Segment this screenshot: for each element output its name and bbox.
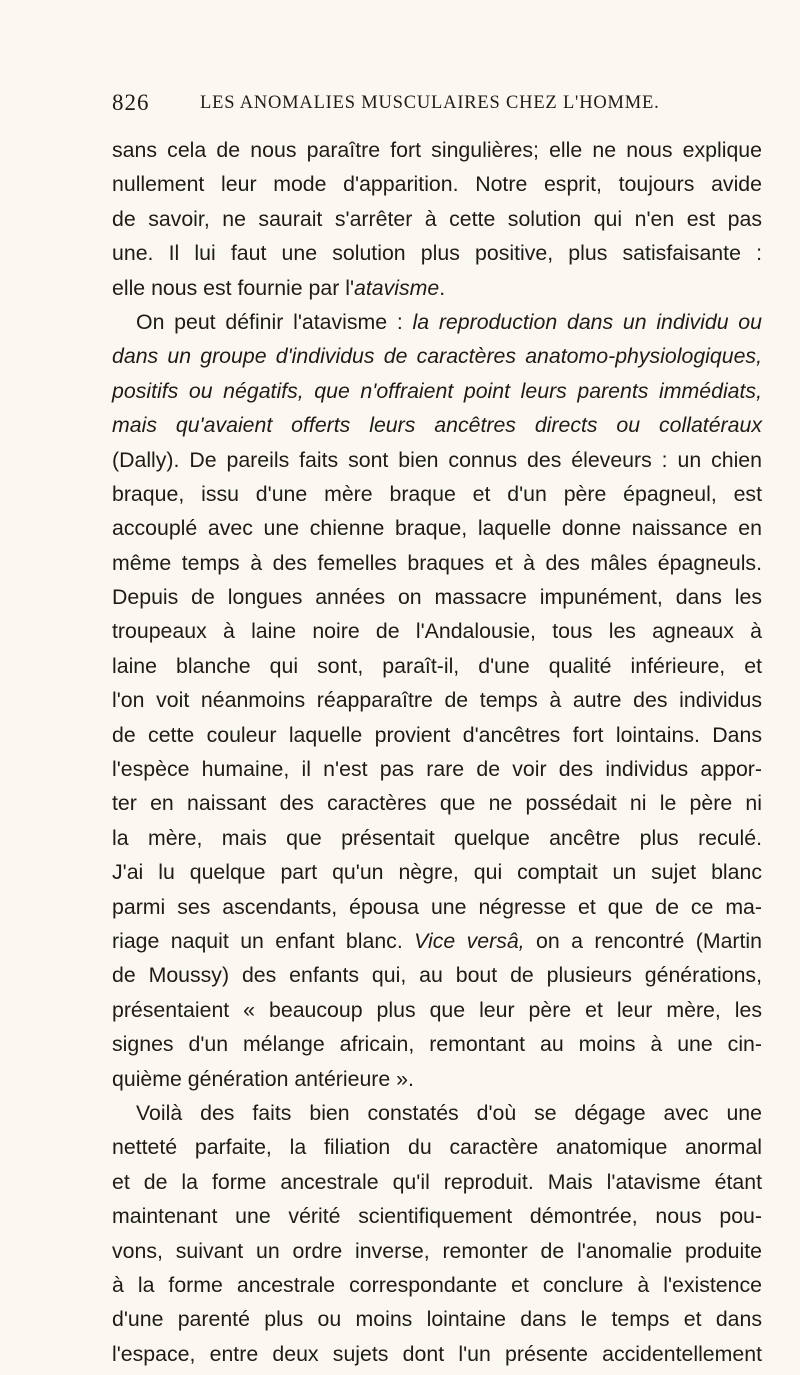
text-line (112, 614, 762, 648)
text-line (112, 511, 762, 545)
text-run: une. Il lui faut une solution plus positive, plus satisfaisante : (112, 241, 762, 266)
text-line (112, 167, 762, 201)
text-run: accouplé avec une chienne braque, laquelle donne naissance en (112, 516, 762, 541)
paragraph (112, 1096, 762, 1371)
text-line (112, 786, 762, 820)
text-line (112, 1302, 762, 1336)
text-run: de cette couleur laquelle provient d'ancêtres fort lointains. Dans (112, 722, 762, 747)
body-text (112, 133, 762, 1371)
text-run: netteté parfaite, la filiation du caractère anatomique anormal (112, 1135, 762, 1160)
italic-text: positifs ou négatifs, que n'offraient point leurs parents immédiats, (112, 378, 762, 403)
text-line (112, 546, 762, 580)
text-line (112, 718, 762, 752)
text-line (112, 752, 762, 786)
text-run: même temps à des femelles braques et à des mâles épagneuls. (112, 550, 762, 575)
paragraph (112, 133, 762, 305)
paragraph (112, 305, 762, 1096)
text-line (112, 1337, 762, 1371)
text-line (112, 133, 762, 167)
text-run: parmi ses ascendants, épousa une négresse et que de ce ma- (112, 894, 762, 919)
text-run: à la forme ancestrale correspondante et conclure à l'existence (112, 1272, 762, 1297)
italic-text: dans un groupe d'individus de caractères anatomo-physiologiques, (112, 344, 762, 369)
page-number: 826 (112, 90, 150, 115)
text-run: (Dally). De pareils faits sont bien connus des éleveurs : un chien (112, 447, 762, 472)
text-run: l'espèce humaine, il n'est pas rare de voir des individus appor- (112, 757, 762, 782)
italic-text: la reproduction dans un individu ou (412, 309, 762, 334)
text-line (112, 580, 762, 614)
text-line (112, 408, 762, 442)
text-line (112, 443, 762, 477)
text-line (112, 477, 762, 511)
text-run: nullement leur mode d'apparition. Notre esprit, toujours avide (112, 172, 762, 197)
italic-text: mais qu'avaient offerts leurs ancêtres directs ou collatéraux (112, 413, 762, 438)
text-line (112, 821, 762, 855)
running-header (112, 90, 762, 120)
text-line (112, 1096, 762, 1130)
text-run: maintenant une vérité scientifiquement démontrée, nous pou- (112, 1204, 762, 1229)
text-line (112, 271, 762, 305)
text-run: Voilà des faits bien constatés d'où se dégage avec une (136, 1100, 762, 1125)
text-run: on a rencontré (Martin (524, 928, 762, 953)
text-line (112, 958, 762, 992)
text-line (112, 993, 762, 1027)
text-run: d'une parenté plus ou moins lointaine dans le temps et dans (112, 1307, 762, 1332)
text-run: J'ai lu quelque part qu'un nègre, qui comptait un sujet blanc (112, 860, 762, 885)
text-line (112, 374, 762, 408)
text-run: ter en naissant des caractères que ne possédait ni le père ni (112, 791, 762, 816)
text-run: troupeaux à laine noire de l'Andalousie, tous les agneaux à (112, 619, 762, 644)
text-run: quième génération antérieure ». (112, 1066, 414, 1091)
text-run: On peut définir l'atavisme : (136, 309, 413, 334)
running-title: LES ANOMALIES MUSCULAIRES CHEZ L'HOMME. (200, 93, 660, 113)
text-line (112, 236, 762, 270)
text-run: l'espace, entre deux sujets dont l'un présente accidentellement (112, 1341, 762, 1366)
text-line (112, 890, 762, 924)
text-run: l'on voit néanmoins réapparaître de temps à autre des individus (112, 688, 762, 713)
text-line (112, 339, 762, 373)
text-run: présentaient « beaucoup plus que leur père et leur mère, les (112, 997, 762, 1022)
text-run: de Moussy) des enfants qui, au bout de plusieurs générations, (112, 963, 762, 988)
text-line (112, 855, 762, 889)
text-line (112, 202, 762, 236)
text-line (112, 1027, 762, 1061)
text-run: la mère, mais que présentait quelque ancêtre plus reculé. (112, 825, 762, 850)
italic-text: atavisme (354, 275, 440, 300)
text-run: et de la forme ancestrale qu'il reproduit. Mais l'atavisme étant (112, 1169, 762, 1194)
text-run: Depuis de longues années on massacre impunément, dans les (112, 585, 762, 610)
text-run: sans cela de nous paraître fort singulières; elle ne nous explique (112, 138, 762, 162)
text-run: elle nous est fournie par l' (112, 275, 355, 300)
text-line (112, 924, 762, 958)
text-run: signes d'un mélange africain, remontant au moins à une cin- (112, 1032, 762, 1057)
text-run: . (439, 275, 446, 300)
italic-text: Vice versâ, (414, 928, 525, 953)
text-line (112, 1199, 762, 1233)
text-run: riage naquit un enfant blanc. (112, 928, 415, 953)
text-line (112, 1130, 762, 1164)
text-line (112, 683, 762, 717)
text-run: vons, suivant un ordre inverse, remonter de l'anomalie produite (112, 1238, 762, 1263)
text-run: laine blanche qui sont, paraît-il, d'une qualité inférieure, et (112, 653, 762, 678)
text-line (112, 1062, 762, 1096)
text-line (112, 649, 762, 683)
text-line (112, 1234, 762, 1268)
text-run: de savoir, ne saurait s'arrêter à cette solution qui n'en est pas (112, 206, 762, 231)
text-line (112, 1268, 762, 1302)
text-run: braque, issu d'une mère braque et d'un père épagneul, est (112, 481, 762, 506)
text-line (112, 1165, 762, 1199)
text-line (112, 305, 762, 339)
